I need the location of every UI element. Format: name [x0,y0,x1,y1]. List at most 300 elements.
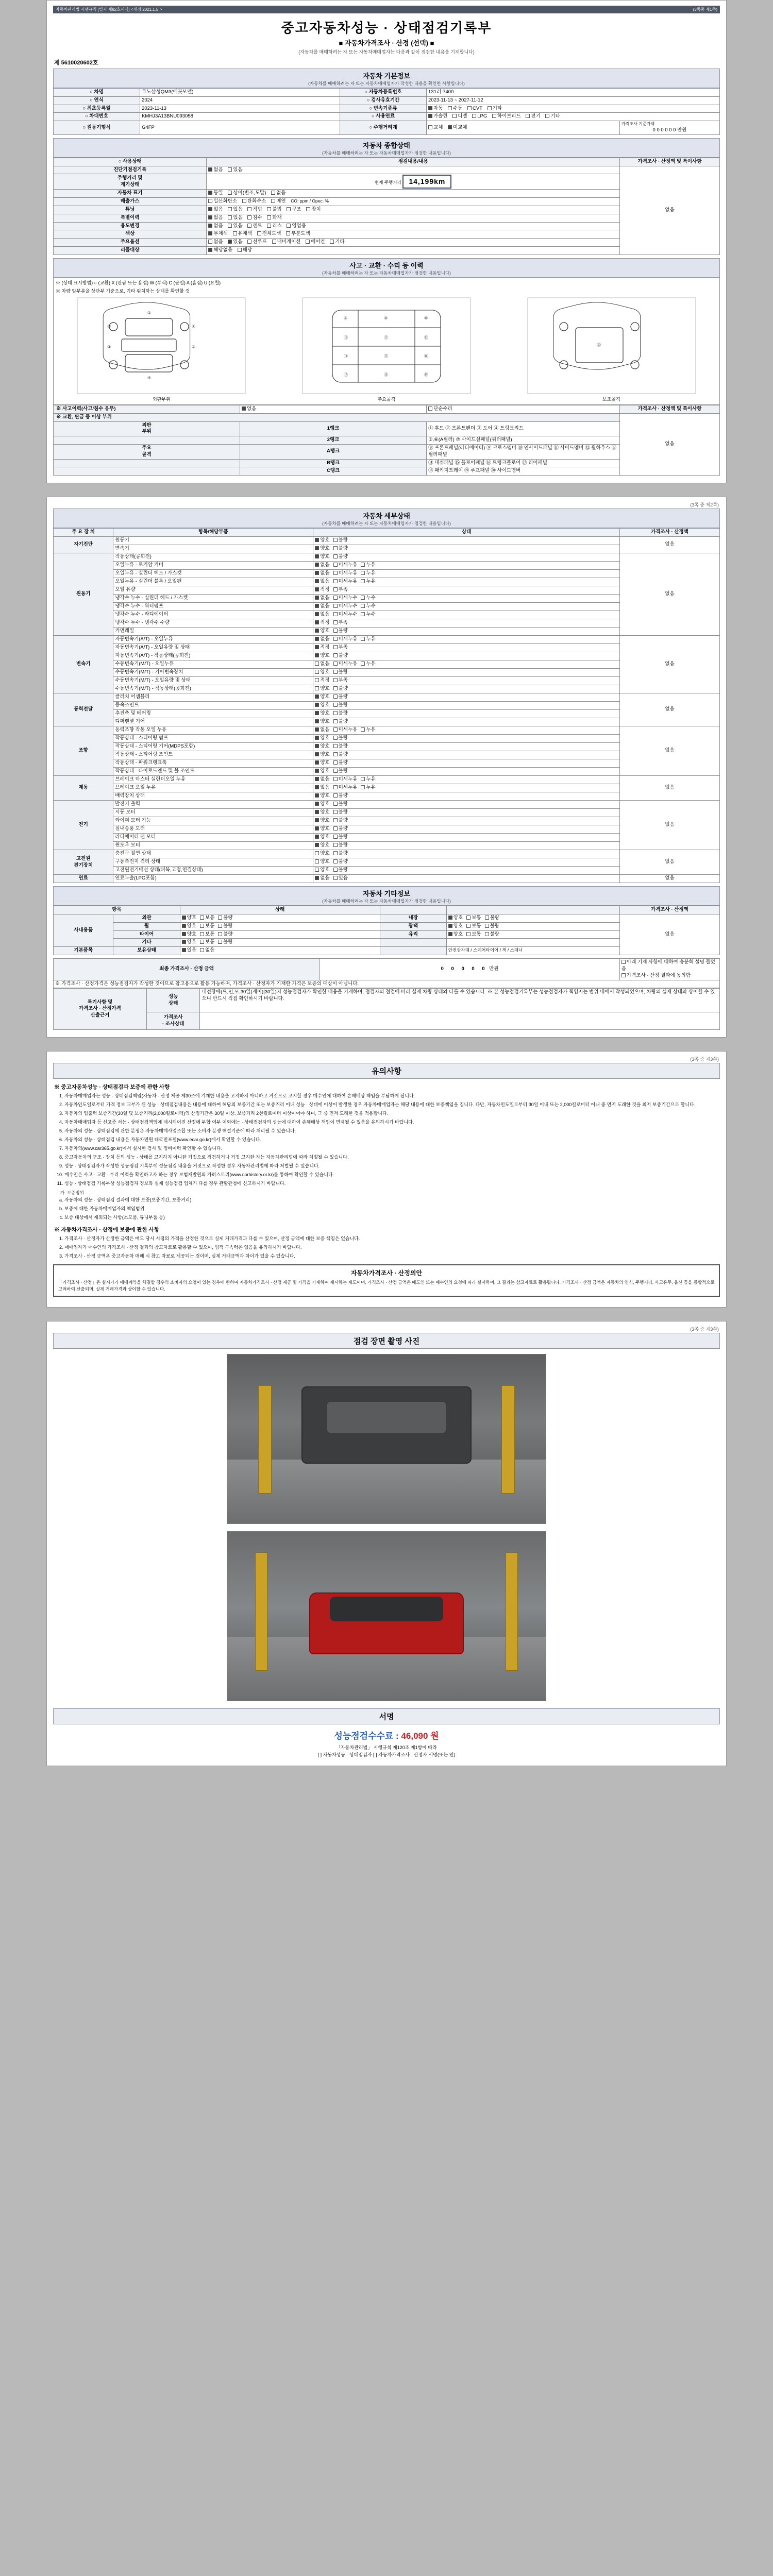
checkbox-detail-2-0-0[interactable] [315,636,329,643]
checkbox-label: 양호 [320,752,330,758]
checkbox-detail-6-1-1[interactable] [333,809,348,816]
checkbox-fuel-hybrid[interactable]: 하이브리드 [492,113,521,120]
checkbox-detail-5-2-0[interactable] [315,793,329,800]
checkbox-detail-6-2-1[interactable] [333,818,348,824]
checkbox-detail-7-1-1[interactable] [333,859,348,866]
checkbox-detail-1-6-2[interactable] [361,603,375,610]
checkbox-etc-a-3-1[interactable] [200,939,214,946]
checkbox-detail-3-0-1[interactable] [333,694,348,701]
label-parts-level-4: C랭크 [240,467,427,476]
checkbox-color-full-paint[interactable]: 전체도색 [257,231,281,238]
checkbox-box [315,826,319,831]
checkbox-etc-b-1-1[interactable] [466,923,481,930]
checkbox-emission-smoke[interactable]: 매연 [271,198,285,205]
checkbox-detail-1-5-0[interactable] [315,595,329,602]
checkbox-detail-7-0-0[interactable] [315,851,329,857]
value-accident-simple [427,405,620,413]
checkbox-option-yes[interactable]: 있음 [228,239,242,246]
checkbox-detail-2-0-2[interactable] [361,636,375,643]
checkbox-detail-1-3-0[interactable] [315,579,329,585]
checkbox-diagnostic-none[interactable]: 없음 [208,167,223,174]
notice-list-2 [53,1235,720,1260]
checkbox-recall-yes[interactable]: 해당 [238,247,252,254]
checkbox-etc-b-0-1[interactable] [466,915,481,922]
detail-table-body [54,537,720,883]
checkbox-odo-replaced[interactable]: 교체 [428,125,443,131]
checkbox-box [218,924,222,928]
checkbox-box [333,554,338,558]
checkbox-box [333,868,338,872]
checkbox-box [315,711,319,715]
etc-label-b-1: 광택 [380,922,446,930]
checkbox-box [200,940,204,944]
detail-price-6: 없음 [620,801,720,850]
header-final-amount: 최종 가격조사 · 산정 금액 [54,959,320,980]
checkbox-label: 누유 [366,661,376,667]
checkbox-detail-3-2-1[interactable] [333,710,348,717]
checkbox-etc-a-1-1[interactable] [200,923,214,930]
checkbox-detail-2-2-1[interactable] [333,653,348,659]
checkbox-label: 없음 [320,727,330,733]
checkbox-detail-1-6-1[interactable] [333,603,358,610]
table-header-row [54,529,720,537]
etc-label-b-2: 유리 [380,930,446,939]
etc-price-note: 없음 [620,914,720,955]
checkbox-box [315,835,319,839]
checkbox-detail-6-3-1[interactable] [333,826,348,833]
checkbox-box [333,587,338,591]
header-detail-price: 가격조사 · 산정액 [620,529,720,537]
checkbox-detail-2-3-1[interactable] [333,661,358,668]
checkbox-emission-co[interactable]: 일산화탄소 [208,198,237,205]
checkbox-history-flood[interactable]: 침수 [247,215,262,222]
etc-label-b-4 [380,947,446,955]
checkbox-fuel-gasoline[interactable]: 가솔린 [428,113,448,120]
label-transmission: ○ 변속기종류 [340,105,426,113]
checkbox-box [333,760,338,765]
checkbox-diagnostic-yes[interactable]: 있음 [228,167,242,174]
detail-price-0: 없음 [620,537,720,553]
checkbox-detail-4-1-0[interactable] [315,735,329,742]
value-final-amount [320,959,620,980]
checkbox-etc-a-3-0[interactable] [182,939,196,946]
checkbox-label: 불량 [338,818,348,824]
checkbox-detail-8-0-0[interactable] [315,875,329,882]
checkbox-detail-1-7-2[interactable] [361,612,375,618]
detail-price-4: 없음 [620,726,720,776]
etc-state-b-0 [446,914,619,923]
checkbox-detail-3-3-1[interactable] [333,719,348,725]
checkbox-detail-2-0-1[interactable] [333,636,358,643]
pledge-title: 자동차가격조사 · 산정의안 [350,1269,423,1277]
checkbox-detail-1-9-0[interactable] [315,628,329,635]
label-parts-group-4 [54,467,240,476]
checkbox-detail-1-7-0[interactable] [315,612,329,618]
checkbox-label: 없음 [320,785,330,791]
label-inspection-period: ○ 검사유효기간 [340,96,426,105]
detail-part-2-2: 자동변속기(A/T) - 작동상태(공회전) [113,652,313,660]
checkbox-etc-a-4-0[interactable] [182,947,196,954]
detail-state-table [53,528,720,883]
checkbox-detail-7-1-0[interactable] [315,859,329,866]
final-amount-checks: 아래 기재 사항에 대하여 충분히 설명 들었음 가격조사 · 산정 결과에 동의함 [620,959,720,980]
checkbox-tuning-device[interactable]: 장치 [306,207,321,213]
label-parts-level-0: 1랭크 [240,421,427,436]
label-remarks-performance: 성능 상태 [147,989,200,1012]
car-outline-frame-svg [301,297,472,395]
table-row [54,776,720,784]
section-etc-subtitle: (자동차를 매매하려는 자 또는 자동차매매업자가 점검한 내용입니다) [322,899,451,904]
checkbox-detail-4-5-0[interactable] [315,768,329,775]
checkbox-tuning-legal[interactable]: 적법 [247,207,262,213]
pledge-box [53,1264,720,1297]
detail-part-2-5: 수동변속기(M/T) - 오일유량 및 상태 [113,677,313,685]
checkbox-detail-6-2-0[interactable] [315,818,329,824]
detail-state-8-0 [313,875,620,883]
checkbox-detail-5-1-0[interactable] [315,785,329,791]
svg-text:⑰: ⑰ [344,372,348,377]
value-year: 2024 [140,96,340,105]
checkbox-detail-1-2-0[interactable] [315,570,329,577]
checkbox-detail-1-3-2[interactable] [361,579,375,585]
checkbox-detail-2-3-2[interactable] [361,661,375,668]
checkbox-box [333,686,338,690]
checkbox-label: 적정 [320,587,330,593]
checkbox-box [315,686,319,690]
checkbox-detail-6-5-0[interactable] [315,842,329,849]
checkbox-option-etc[interactable]: 기타 [330,239,344,246]
checkbox-detail-3-1-1[interactable] [333,702,348,709]
checkbox-box [361,563,365,567]
checkbox-detail-8-0-1[interactable] [333,875,348,882]
checkbox-tuning-yes[interactable]: 있음 [228,207,242,213]
detail-state-3-1 [313,702,620,710]
checkbox-usage-business[interactable]: 영업용 [287,223,306,230]
checkbox-detail-6-0-0[interactable] [315,801,329,808]
checkbox-transmission-manual[interactable]: 수동 [448,106,462,112]
checkbox-box [361,604,365,608]
checkbox-box [315,645,319,649]
page-subtitle: ■ 자동차가격조사 · 산정 (선택) ■ [339,39,434,47]
value-recall [207,247,620,255]
checkbox-detail-1-4-0[interactable] [315,587,329,594]
checkbox-accident-simple[interactable]: 단순수리 [428,406,452,413]
checkbox-detail-2-3-0[interactable] [315,661,329,668]
checkbox-detail-1-1-2[interactable] [361,562,375,569]
checkbox-detail-7-2-0[interactable] [315,867,329,874]
page-number-2: (3쪽 중 제2쪽) [690,502,719,508]
checkbox-detail-2-1-1[interactable] [333,645,348,651]
checkbox-emission-hc[interactable]: 탄화수소 [242,198,266,205]
checkbox-tuning-illegal[interactable]: 불법 [267,207,281,213]
checkbox-label: 양호 [320,719,330,725]
detail-part-6-5: 윈도우 모터 [113,842,313,850]
checkbox-etc-b-1-2[interactable] [485,923,499,930]
svg-text:⑧: ⑧ [344,315,348,320]
checkbox-etc-a-3-2[interactable] [218,939,232,946]
checkbox-label: 미세누유 [338,570,358,577]
checkbox-box [315,818,319,822]
checkbox-detail-4-0-1[interactable] [333,727,358,734]
checkbox-transmission-cvt[interactable]: CVT [467,106,482,112]
checkbox-history-yes[interactable]: 있음 [228,215,242,222]
checkbox-detail-1-6-0[interactable] [315,603,329,610]
checkbox-detail-3-3-0[interactable] [315,719,329,725]
checkbox-detail-4-3-1[interactable] [333,752,348,758]
checkbox-detail-4-0-0[interactable] [315,727,329,734]
checkbox-box [315,571,319,575]
checkbox-detail-3-1-0[interactable] [315,702,329,709]
label-diagnostic: 진단기점검기록 [54,166,207,174]
checkbox-label: 없음 [320,875,330,882]
detail-state-7-1 [313,858,620,867]
checkbox-etc-a-0-0[interactable] [182,915,196,922]
checkbox-detail-4-0-2[interactable] [361,727,375,734]
checkbox-detail-4-1-1[interactable] [333,735,348,742]
checkbox-label: 누수 [366,612,376,618]
label-accident-history: ※ 사고이력(사고/침수 유무) [54,405,240,413]
checkbox-usage-yes[interactable]: 있음 [228,223,242,230]
checkbox-detail-6-4-0[interactable] [315,834,329,841]
etc-group-basic: 기본품목 [54,947,113,955]
checkbox-detail-6-4-1[interactable] [333,834,348,841]
checkbox-color-achromatic[interactable]: 무채색 [208,231,228,238]
inspection-photo-underbody [227,1354,546,1524]
signature-footer-line2: [ ] 자동차성능 · 상태점검자 [ ] 자동차가격조사 · 산정자 서명(또는 인) [317,1752,456,1757]
detail-state-6-1 [313,809,620,817]
detail-part-6-3: 실내송풍 모터 [113,825,313,834]
etc-state-a-1 [180,922,380,930]
detail-state-4-4 [313,759,620,768]
svg-text:⑳: ⑳ [596,342,601,347]
checkbox-box [333,810,338,814]
checkbox-label: 적정 [320,645,330,651]
checkbox-label: 불량 [338,719,348,725]
checkbox-detail-5-0-0[interactable] [315,776,329,783]
checkbox-detail-4-4-0[interactable] [315,760,329,767]
checkbox-etc-a-1-2[interactable] [218,923,232,930]
checkbox-detail-6-3-0[interactable] [315,826,329,833]
checkbox-etc-a-2-1[interactable] [200,931,214,938]
checkbox-detail-1-8-1[interactable] [333,620,348,626]
checkbox-box [315,604,319,608]
checkbox-option-aircon[interactable]: 에어컨 [306,239,325,246]
detail-group-7: 고전원 전기장치 [54,850,113,875]
checkbox-detail-1-9-1[interactable] [333,628,348,635]
checkbox-box [315,546,319,550]
checkbox-tuning-structure[interactable]: 구조 [287,207,301,213]
checkbox-etc-b-2-2[interactable] [485,931,499,938]
checkbox-etc-b-1-0[interactable] [448,923,463,930]
checkbox-detail-2-5-0[interactable] [315,677,329,684]
checkbox-recall-none[interactable]: 해당없음 [208,247,232,254]
checkbox-etc-a-0-1[interactable] [200,915,214,922]
checkbox-box [315,810,319,814]
checkbox-detail-6-5-1[interactable] [333,842,348,849]
lift-post-left [258,1385,272,1494]
checkbox-detail-1-1-1[interactable] [333,562,358,569]
checkbox-detail-0-1-1[interactable] [333,546,348,552]
final-price-disclaimer: ※ 가격조사 · 산정가격은 성능점검자가 작성한 것이므로 참고용으로 활용 가능하며, 가격조사 · 산정자가 기재한 가격은 보증의 대상이 아닙니다. [54,980,720,988]
checkbox-detail-4-3-0[interactable] [315,752,329,758]
checkbox-fuel-electric[interactable]: 전기 [526,113,540,120]
checkbox-label: 없음 [320,570,330,577]
checkbox-etc-a-2-0[interactable] [182,931,196,938]
checkbox-label: 양호 [320,554,330,560]
svg-text:⑬: ⑬ [424,335,428,340]
checkbox-label: 누수 [366,595,376,601]
page-number-3: (3쪽 중 제3쪽) [690,1057,719,1062]
checkbox-detail-2-1-0[interactable] [315,645,329,651]
detail-part-1-8: 냉각수 누수 - 냉각수 수량 [113,619,313,628]
checkbox-detail-5-0-2[interactable] [361,776,375,783]
notice-2-item: 3. 가격조사 · 산정 금액은 중고자동차 매매 시 참고 자료로 제공되는 것이며, 실제 거래금액과 차이가 있을 수 있습니다. [64,1253,720,1260]
checkbox-label: 보통 [472,931,481,937]
signature-footer-line1: 「자동차관리법」 시행규칙 제120조 제1항에 따라 [336,1745,437,1751]
checkbox-label: 없음 [320,636,330,642]
label-odometer-state: ○ 주행거리계 [340,121,426,135]
checkbox-detail-5-1-1[interactable] [333,785,358,791]
checkbox-detail-0-1-0[interactable] [315,546,329,552]
detail-state-1-5 [313,595,620,603]
checkbox-color-chromatic[interactable]: 유채색 [233,231,253,238]
checkbox-agreed[interactable] [621,973,626,977]
detail-state-5-0 [313,776,620,784]
detail-part-5-1: 브레이크 오일 누유 [113,784,313,792]
checkbox-detail-2-5-1[interactable] [333,677,348,684]
checkbox-explained[interactable] [621,960,626,964]
checkbox-detail-1-1-0[interactable] [315,562,329,569]
checkbox-detail-4-4-1[interactable] [333,760,348,767]
checkbox-detail-2-6-0[interactable] [315,686,329,692]
checkbox-transmission-auto[interactable]: 자동 [428,106,443,112]
checkbox-box [333,744,338,748]
checkbox-usage-lease[interactable]: 리스 [267,223,281,230]
checkbox-detail-0-0-0[interactable] [315,537,329,544]
checkbox-detail-4-2-0[interactable] [315,743,329,750]
detail-part-6-2: 와이퍼 모터 기능 [113,817,313,825]
checkbox-detail-1-2-2[interactable] [361,570,375,577]
label-reg-no: ○ 자동차등록번호 [340,89,426,97]
checkbox-detail-0-0-1[interactable] [333,537,348,544]
checkbox-accident-none[interactable]: 없음 [242,406,256,413]
checkbox-etc-a-2-2[interactable] [218,931,232,938]
checkbox-etc-a-1-0[interactable] [182,923,196,930]
checkbox-detail-1-5-1[interactable] [333,595,358,602]
checkbox-detail-4-5-1[interactable] [333,768,348,775]
checkbox-detail-1-0-1[interactable] [333,554,348,561]
checkbox-fuel-lpg[interactable]: LPG [472,113,487,120]
checkbox-vin-diff[interactable]: 상이(변조,도말) [228,190,266,197]
detail-part-3-3: 디퍼렌셜 기어 [113,718,313,726]
label-tuning: 튜닝 [54,206,207,214]
checkbox-detail-1-0-0[interactable] [315,554,329,561]
checkbox-fuel-diesel[interactable]: 디젤 [452,113,467,120]
checkbox-box [333,785,338,789]
checkbox-box [333,678,338,682]
label-vin-mark: 자동차 표기 [54,190,207,198]
checkbox-etc-a-0-2[interactable] [218,915,232,922]
checkbox-detail-1-3-1[interactable] [333,579,358,585]
checkbox-history-fire[interactable]: 화재 [267,215,281,222]
checkbox-box [361,785,365,789]
checkbox-color-partial-paint[interactable]: 부분도색 [286,231,310,238]
checkbox-vin-none[interactable]: 없음 [271,190,285,197]
checkbox-detail-5-0-1[interactable] [333,776,358,783]
checkbox-detail-1-8-0[interactable] [315,620,329,626]
checkbox-detail-2-4-1[interactable] [333,669,348,676]
checkbox-box [448,924,452,928]
checkbox-label: 보통 [205,931,215,937]
detail-group-8: 연료 [54,875,113,883]
checkbox-detail-6-0-1[interactable] [333,801,348,808]
table-header-row [54,906,720,914]
etc-state-a-0 [180,914,380,923]
checkbox-label: 미세누수 [338,595,358,601]
checkbox-option-none[interactable]: 없음 [208,239,223,246]
checkbox-detail-6-1-0[interactable] [315,809,329,816]
checkbox-etc-b-2-0[interactable] [448,931,463,938]
checkbox-detail-5-2-1[interactable] [333,793,348,800]
checkbox-detail-2-4-0[interactable] [315,669,329,676]
checkbox-usage-rent[interactable]: 렌트 [247,223,262,230]
remarks-table [53,988,720,1030]
checkbox-detail-1-4-1[interactable] [333,587,348,594]
checkbox-detail-1-5-2[interactable] [361,595,375,602]
detail-part-1-7: 냉각수 누수 - 라디에이터 [113,611,313,619]
checkbox-detail-1-2-1[interactable] [333,570,358,577]
value-parts-items-4: ⑱ 패키지트레이 ⑲ 루프패널 ⑳ 사이드멤버 [427,467,620,476]
checkbox-detail-5-1-2[interactable] [361,785,375,791]
checkbox-label: 불량 [338,826,348,832]
detail-part-6-0: 발전기 출력 [113,801,313,809]
checkbox-detail-1-7-1[interactable] [333,612,358,618]
section-accident-title: 사고 · 교환 · 수리 등 이력 [349,261,424,269]
checkbox-etc-b-2-1[interactable] [466,931,481,938]
checkbox-tuning-none[interactable]: 없음 [208,207,223,213]
checkbox-option-sunroof[interactable]: 선루프 [247,239,267,246]
detail-part-7-2: 고전원전기배선 상태(피복,고정,연결상태) [113,867,313,875]
checkbox-vin-same[interactable]: 동일 [208,190,223,197]
checkbox-detail-2-6-1[interactable] [333,686,348,692]
header-etc-item-b [380,906,446,914]
checkbox-label: 불량 [223,939,233,945]
checkbox-fuel-other[interactable]: 기타 [545,113,560,120]
checkbox-etc-b-0-2[interactable] [485,915,499,922]
checkbox-box [333,727,338,732]
detail-group-4: 조향 [54,726,113,776]
checkbox-transmission-other[interactable]: 기타 [488,106,502,112]
checkbox-detail-3-2-0[interactable] [315,710,329,717]
emission-measure: CO: ppm / Opec: % [291,198,329,204]
checkbox-history-none[interactable]: 없음 [208,215,223,222]
checkbox-detail-4-2-1[interactable] [333,743,348,750]
checkbox-option-navigation[interactable]: 내비게이션 [272,239,301,246]
checkbox-etc-b-0-0[interactable] [448,915,463,922]
checkbox-detail-7-2-1[interactable] [333,867,348,874]
checkbox-odo-not-replaced[interactable]: 미교체 [448,125,467,131]
checkbox-detail-2-2-0[interactable] [315,653,329,659]
checkbox-detail-7-0-1[interactable] [333,851,348,857]
checkbox-box [315,596,319,600]
checkbox-detail-3-0-0[interactable] [315,694,329,701]
car-caption-main-frame: 주요골격 [377,396,396,402]
checkbox-etc-a-4-1[interactable] [200,947,214,954]
checkbox-box [333,843,338,847]
checkbox-label: 보통 [205,923,215,929]
mileage-label: 현재 주행거리 [375,180,401,185]
checkbox-usage-none[interactable]: 없음 [208,223,223,230]
